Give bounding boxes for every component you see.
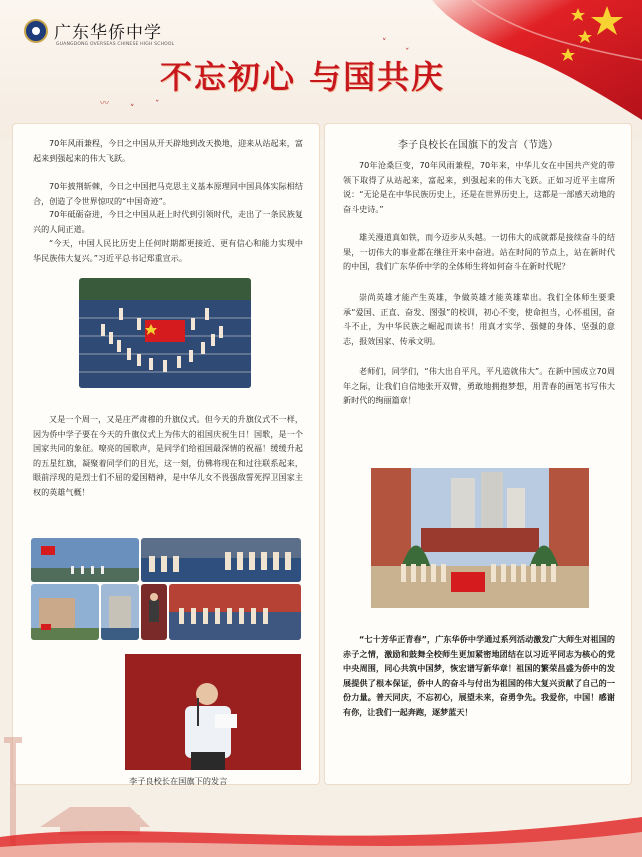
speech-title: 李子良校长在国旗下的发言（节选） [398,140,558,151]
flag-ceremony-photo [79,278,251,388]
collage-photo [141,538,301,582]
school-name-en: GUANGDONG OVERSEAS CHINESE HIGH SCHOOL [56,42,175,47]
paragraph: 70年风雨兼程，今日之中国从开天辟地到改天换地，迎来从站起来，富起来到强起来的伟大飞跃。 [33,138,303,163]
page-title: 不忘初心 与国共庆 [160,58,446,96]
bird-icon: ˇ [155,100,160,110]
school-emblem-icon [24,19,48,43]
paragraph: 70年砥砺奋进，今日之中国从赶上时代到引领时代，走出了一条民族复兴的人间正道。 [33,209,303,234]
paragraph: 老师们，同学们，“伟大出自平凡，平凡造就伟大”。在新中国成立70周年之际，让我们自信地张开双臂，勇敢地拥抱梦想，用青春的画笔书写伟大新时代的绚丽篇章！ [343,366,615,406]
collage-photo [169,584,301,640]
campus-group-photo [371,468,589,608]
paragraph: 又是一个周一，又是庄严肃穆的升旗仪式。但今天的升旗仪式不一样，因为侨中学子要在今天的升旗仪式上为伟大的祖国庆祝生日！国歌，是一个国家共同的象征。嘹亮的国歌声，是同学们给祖国最深情的祝福！缓缓升起的五星红旗，凝聚着同学们的目光，这一刻，仿佛将现在和过往联系起来，眼前浮现的是烈士们不屈的爱国精神，是中华儿女不畏强敌誓死捍卫国家主权的英雄气概！ [33,414,303,497]
collage-photo [31,584,99,640]
paragraph: 雄关漫道真如铁，而今迈步从头越。一切伟大的成就都是接续奋斗的结果，一切伟大的事业都在继往开来中奋进。站在时间的节点上，站在新时代的中国，我们广东华侨中学的全体师生将如何奋斗在新时代呢？ [343,232,615,272]
collage-photo [101,584,139,640]
bird-icon: 〰 [100,99,110,109]
bottom-wave-decoration [0,777,642,857]
collage-photo [141,584,167,640]
bird-icon: ˅ [130,104,135,114]
paragraph: 70年沧桑巨变，70年风雨兼程，70年来，中华儿女在中国共产党的带领下取得了从站起来，富起来，到强起来的伟大飞跃。正如习近平主席所说：“无论是在中华民族历史上，还是在世界历史上，这都是一部感天动地的奋斗史诗。” [343,160,615,214]
paragraph: 70年披荆斩棘，今日之中国把马克思主义基本原理同中国具体实际相结合，创造了令世界惊叹的“中国奇迹”。 [33,181,303,206]
paragraph: 崇尚英雄才能产生英雄，争做英雄才能英雄辈出。我们全体师生要秉承“爱国、正直、奋发、图强”的校训，初心不变，使命担当，心怀祖国，奋斗不止，为中华民族之崛起而读书！用真才实学、强健的身体、坚强的意志，报效国家、传承文明。 [343,292,615,346]
school-logo [24,18,162,43]
bird-icon: ˇ [405,48,410,58]
bird-icon: ˅ [382,38,387,48]
photo-caption: 李子良校长在国旗下的发言 [129,776,228,786]
right-panel [324,123,632,785]
collage-photo [31,538,139,582]
paragraph: “七十芳华正青春”，广东华侨中学通过系列活动激发广大师生对祖国的赤子之情，激励和鼓舞全校师生更加紧密地团结在以习近平同志为核心的党中央周围，同心共筑中国梦，恢宏谱写新华章！祖国的繁荣昌盛为侨中的发展提供了根本保证，侨中人的奋斗与付出为祖国的伟大复兴贡献了自己的一份力量。普天同庆，不忘初心，展望未来，奋勇争先。我爱你，中国！感谢有你，让我们一起奔跑，逐梦蓝天！ [343,634,615,717]
school-name: 广东华侨中学 [54,23,162,43]
left-panel [12,123,320,785]
paragraph: “今天，中国人民比历史上任何时期都更接近、更有信心和能力实现中华民族伟大复兴。”习近平总书记郑重宣示。 [33,238,303,263]
